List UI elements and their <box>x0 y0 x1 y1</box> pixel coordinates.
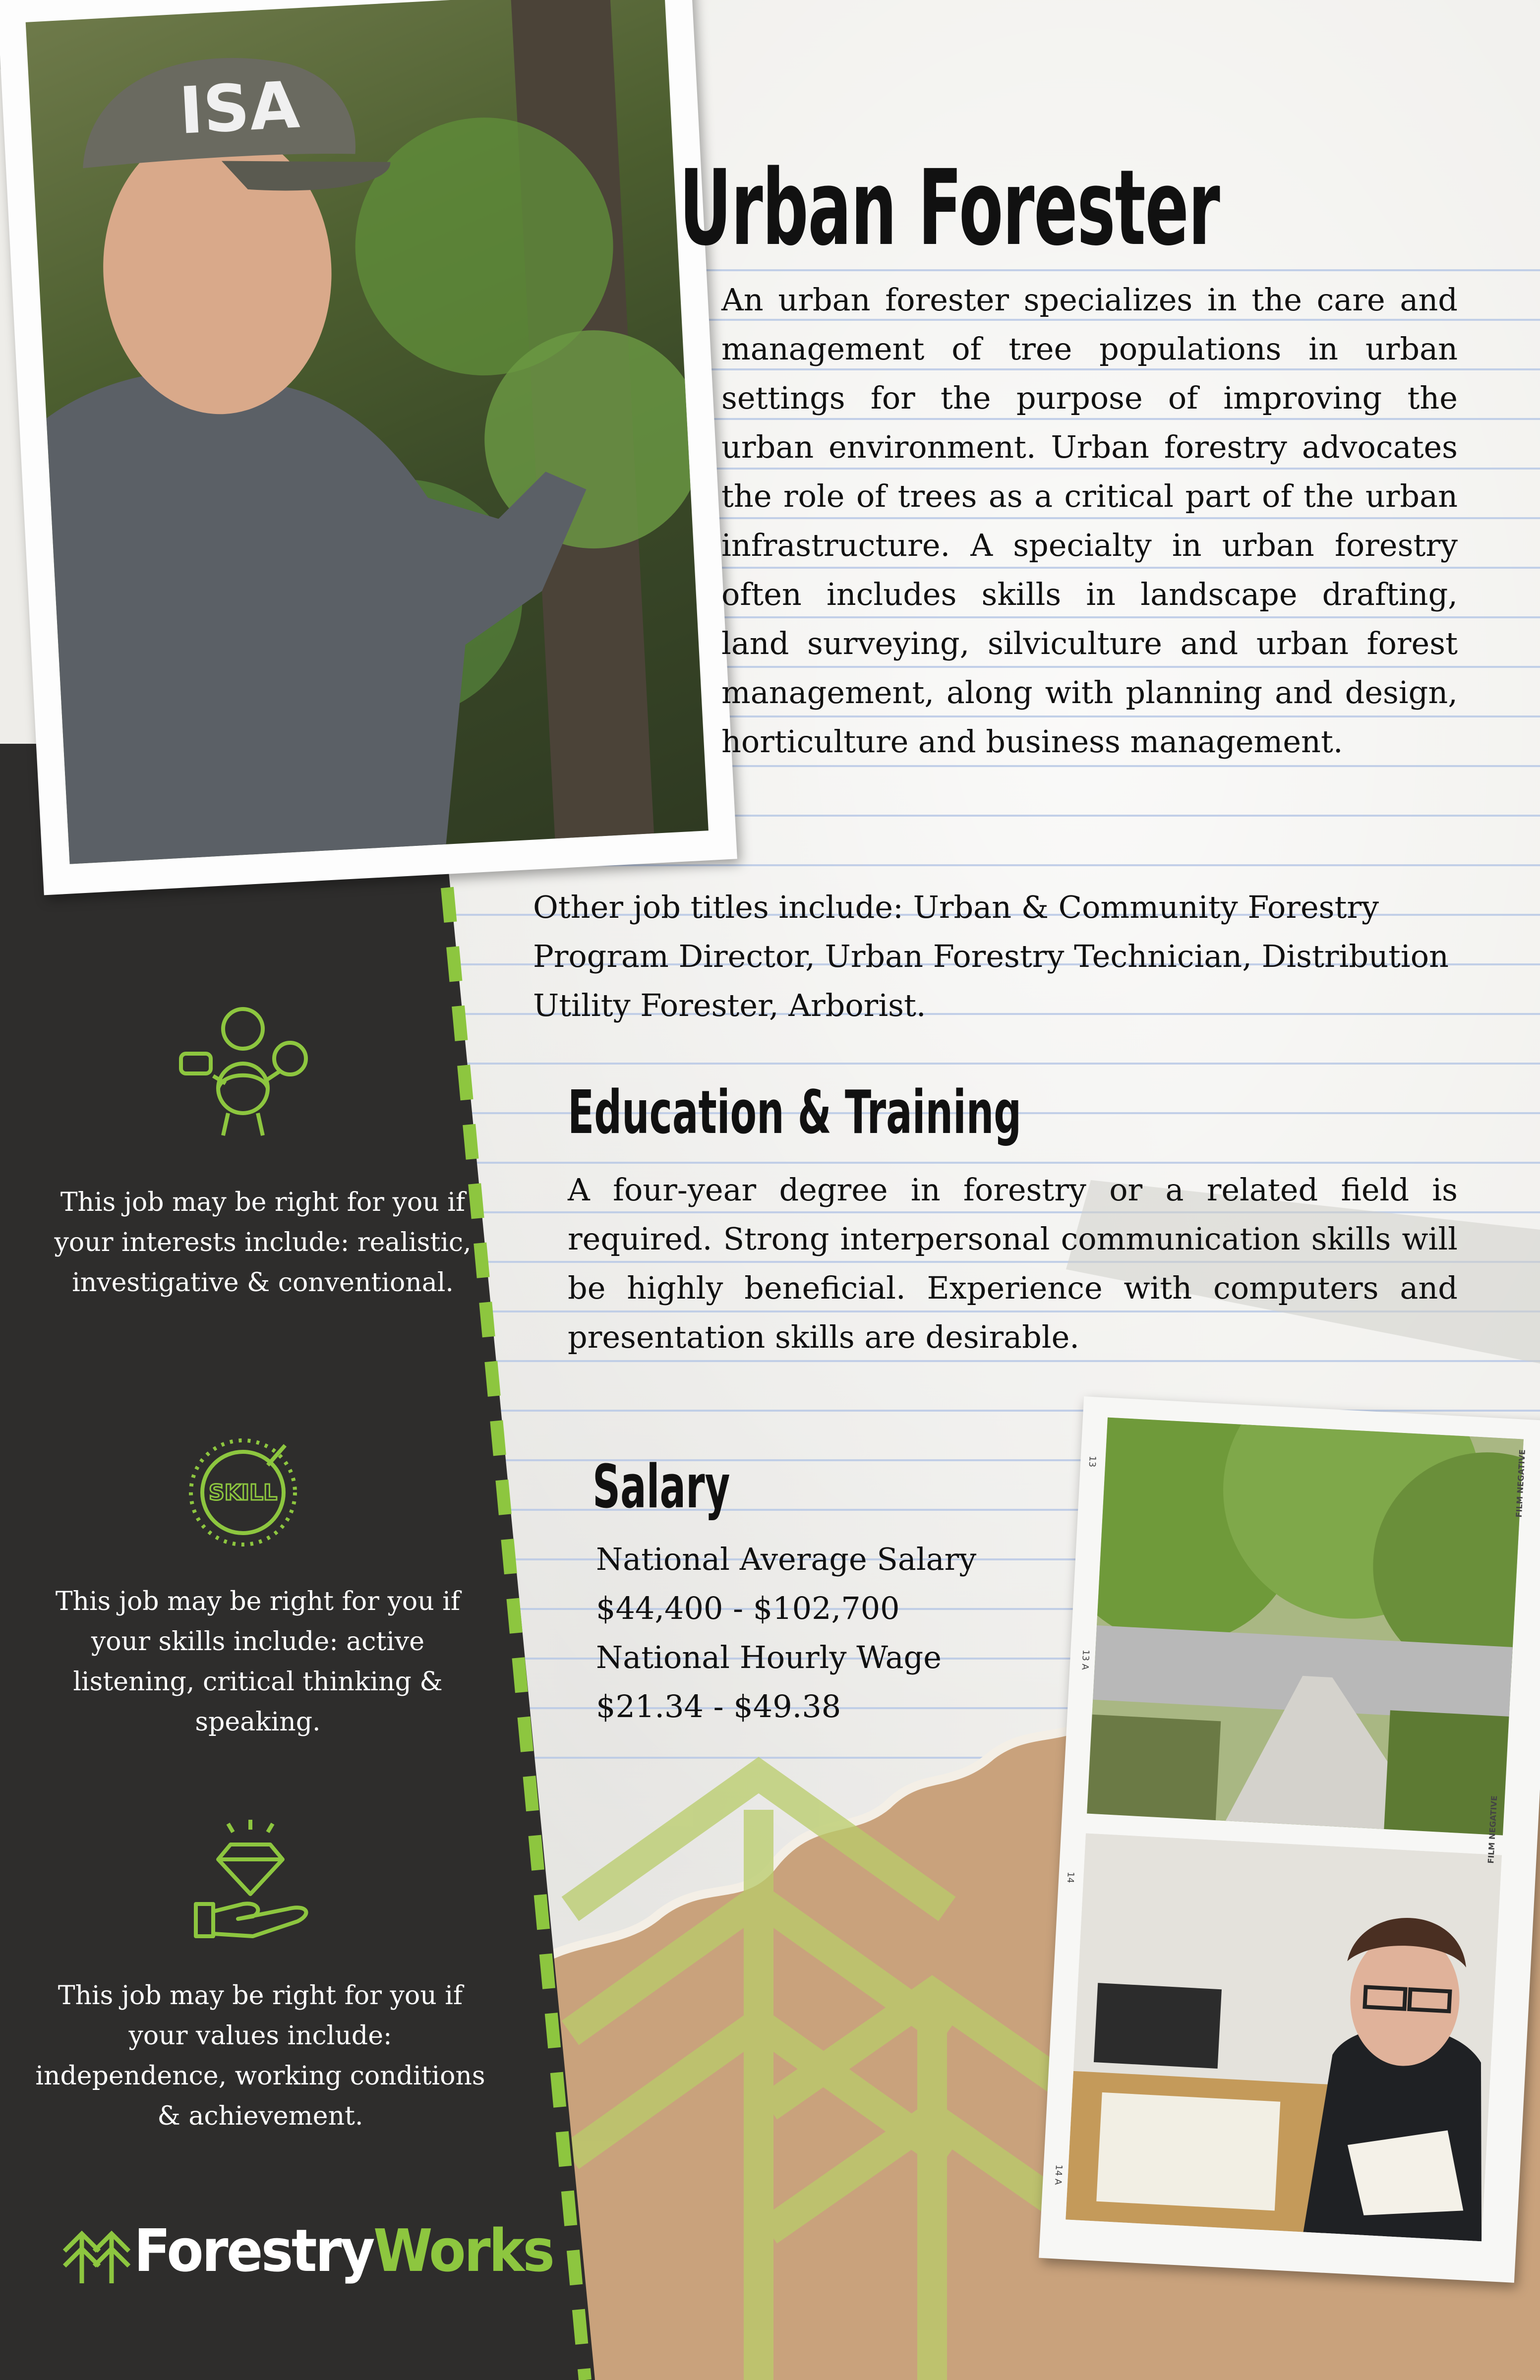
salary-average-range: $44,400 - $102,700 <box>596 1590 900 1626</box>
forestryworks-logo-icon <box>59 2221 134 2286</box>
office-illustration <box>1066 1833 1502 2241</box>
salary-hourly-label: National Hourly Wage <box>596 1639 942 1675</box>
film-label-13: 13 <box>1086 1455 1098 1468</box>
forester-photo <box>26 0 709 864</box>
skill-badge-text: SKILL <box>208 1480 278 1505</box>
film-label-14: 14 <box>1065 1871 1076 1884</box>
salary-average-label: National Average Salary <box>596 1541 977 1577</box>
forester-photo-frame <box>0 0 737 895</box>
film-negative-label-top: FILM NEGATIVE <box>1514 1449 1527 1518</box>
skill-icon <box>178 1428 307 1557</box>
film-label-13a: 13 A <box>1079 1649 1091 1670</box>
interests-text: This job may be right for you if your interests include: realistic, investigative & conventional. <box>54 1188 472 1298</box>
film-negative-label: FILM NEGATIVE <box>1486 1795 1499 1864</box>
office-photo <box>1066 1833 1502 2241</box>
film-strip <box>1039 1396 1540 2283</box>
film-label-14a: 14 A <box>1052 2164 1064 2186</box>
skills-text: This job may be right for you if your skills include: active listening, critical thinking & speaking. <box>55 1587 461 1737</box>
street-photo <box>1087 1418 1524 1836</box>
education-heading: Education & Training <box>568 1078 1022 1147</box>
forestryworks-logo-text <box>134 2216 553 2285</box>
salary-heading: Salary <box>592 1453 730 1522</box>
logo-word-works: Works <box>373 2216 553 2285</box>
interests-icon <box>174 1002 312 1140</box>
salary-hourly-range: $21.34 - $49.38 <box>596 1688 841 1725</box>
page-title: Urban Forester <box>679 147 1220 269</box>
diamond-hand-icon <box>188 1815 322 1939</box>
other-job-titles: Other job titles include: Urban & Community Forestry Program Director, Urban Forestry Technician, Distribution Utility Forester, Arborist. <box>533 889 1449 1023</box>
cap-logo-text: ISA <box>177 67 301 149</box>
education-text: A four-year degree in forestry or a related field is required. Strong interpersonal communication skills will be highly beneficial. Experience with computers and presentation skills are desirable. <box>568 1172 1458 1355</box>
values-text: This job may be right for you if your values include: independence, working conditions & achievement. <box>35 1981 485 2131</box>
logo-word-forestry: Forestry <box>134 2216 373 2285</box>
job-description: An urban forester specializes in the care and management of tree populations in urban settings for the purpose of improving the urban environment. Urban forestry advocates the role of trees as a critical part of the urban infrastructure. A specialty in urban forestry often includes skills in landscape drafting, land surveying, silviculture and urban forest management, along with planning and design, horticulture and business management. <box>721 282 1458 760</box>
street-illustration <box>1087 1418 1524 1836</box>
forester-illustration <box>26 0 709 864</box>
